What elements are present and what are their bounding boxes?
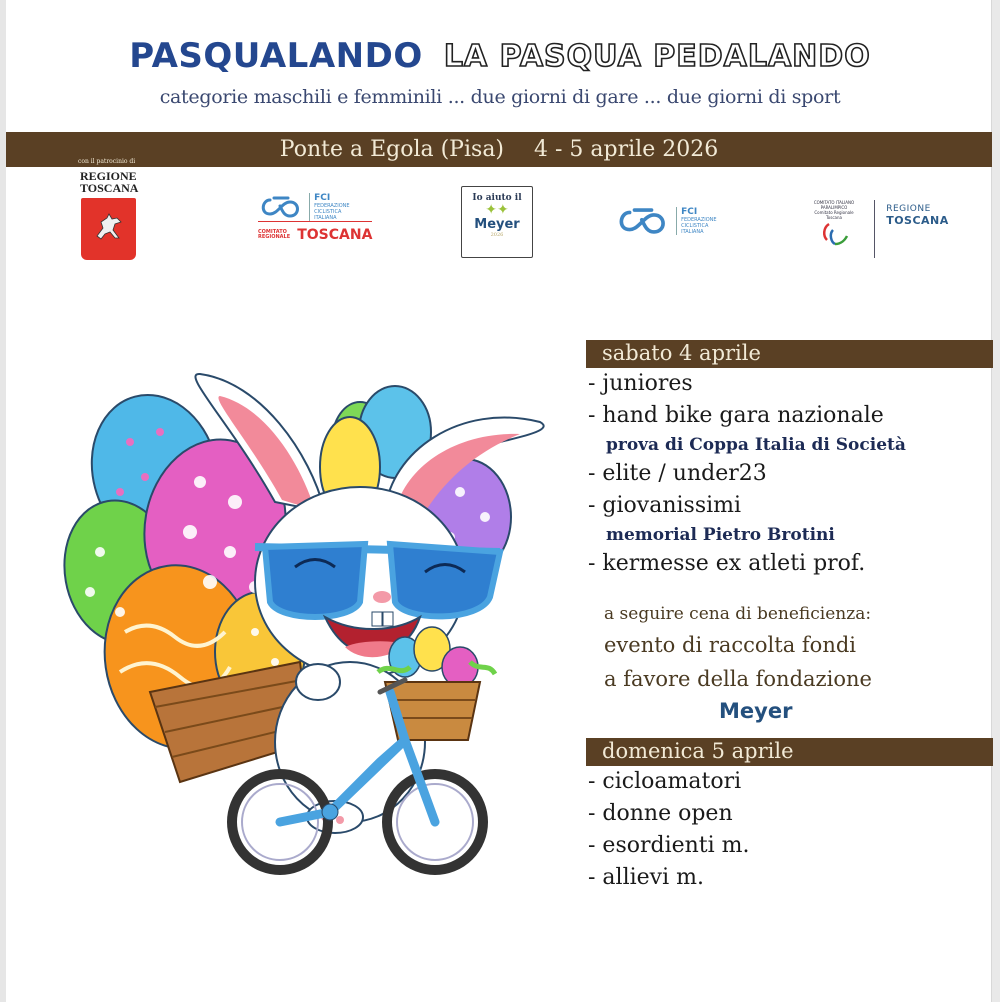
easter-bunny-bike-illustration xyxy=(60,362,570,890)
category-subtitle: memorial Pietro Brotini xyxy=(606,525,835,545)
region-line2: TOSCANA xyxy=(886,214,949,227)
logo-divider xyxy=(874,200,875,258)
fci-logo xyxy=(615,205,717,237)
comitato-line2: REGIONALE xyxy=(258,233,291,240)
event-location: Ponte a Egola (Pisa) xyxy=(279,137,505,162)
meyer-year: 2026 xyxy=(490,232,504,238)
event-schedule xyxy=(586,340,993,894)
cip-line2: PARALIMPICO xyxy=(820,205,848,210)
comitato-label xyxy=(258,230,290,240)
category-item: - elite / under23 xyxy=(588,461,767,486)
fci-line1: FEDERAZIONE xyxy=(314,203,350,209)
tagline: categorie maschili e femminili ... due giorni di gare ... due giorni di sport xyxy=(159,86,841,108)
charity-line1: a seguire cena di beneficienza: xyxy=(604,604,872,624)
category-item: - esordienti m. xyxy=(588,833,750,858)
meyer-top-text: Io aiuto il xyxy=(472,193,522,203)
fci-line2: CICLISTICA xyxy=(681,223,709,229)
fci-abbr: FCI xyxy=(314,193,331,203)
fci-line1: FEDERAZIONE xyxy=(681,217,717,223)
category-item: - hand bike gara nazionale xyxy=(588,403,884,428)
cip-block xyxy=(805,200,863,246)
paralympic-agitos-icon xyxy=(819,222,849,246)
toscana-label: TOSCANA xyxy=(297,226,373,243)
day2-header: domenica 5 aprile xyxy=(586,738,993,766)
fci-line2: CICLISTICA xyxy=(314,209,342,215)
fci-bike-icon xyxy=(258,194,304,220)
regione-toscana-name xyxy=(80,170,138,194)
fci-line3: ITALIANA xyxy=(681,229,704,235)
patronage-label: con il patrocinio di xyxy=(78,158,136,165)
fci-bike-icon xyxy=(615,205,671,237)
poster-title xyxy=(0,36,1000,76)
fci-toscana-logo xyxy=(258,193,372,243)
category-item: - cicloamatori xyxy=(588,769,742,794)
event-subtitle: LA PASQUA PEDALANDO xyxy=(443,38,871,74)
event-dates: 4 - 5 aprile 2026 xyxy=(534,137,719,162)
comitato-line1: COMITATO xyxy=(258,228,287,235)
day2-section xyxy=(586,738,993,894)
meyer-name: Meyer xyxy=(474,217,520,232)
region-line1: REGIONE xyxy=(886,204,931,214)
category-item: - allievi m. xyxy=(588,865,704,890)
cip-line3: Comitato Regionale xyxy=(814,210,854,215)
event-title: PASQUALANDO xyxy=(129,36,423,76)
regione-toscana-text xyxy=(886,204,949,227)
charity-dinner-note xyxy=(586,600,993,726)
meyer-badge xyxy=(461,186,533,258)
cip-line4: Toscana xyxy=(826,215,842,220)
category-item: - kermesse ex atleti prof. xyxy=(588,551,866,576)
regione-toscana-crest-icon xyxy=(81,198,136,260)
location-date-bar xyxy=(6,132,992,167)
category-item: - donne open xyxy=(588,801,733,826)
charity-meyer: Meyer xyxy=(719,699,793,723)
day1-header: sabato 4 aprile xyxy=(586,340,993,368)
comitato-toscana xyxy=(258,221,372,243)
charity-line2: evento di raccolta fondi xyxy=(604,633,857,657)
category-item: - juniores xyxy=(588,371,693,396)
fci-text-block xyxy=(309,193,349,221)
cip-regione-toscana-logo xyxy=(805,200,949,258)
fci-abbr: FCI xyxy=(681,207,698,217)
fci-line3: ITALIANA xyxy=(314,215,337,221)
charity-line3: a favore della fondazione xyxy=(604,667,872,691)
pegasus-icon xyxy=(93,212,125,242)
regione-line2: TOSCANA xyxy=(80,181,139,195)
children-icon: ✦✦ xyxy=(485,202,509,218)
category-subtitle: prova di Coppa Italia di Società xyxy=(606,435,906,455)
fci-text-block xyxy=(676,207,716,235)
cip-line1: COMITATO ITALIANO xyxy=(813,200,855,205)
regione-line1: REGIONE xyxy=(80,169,137,183)
category-item: - giovanissimi xyxy=(588,493,742,518)
